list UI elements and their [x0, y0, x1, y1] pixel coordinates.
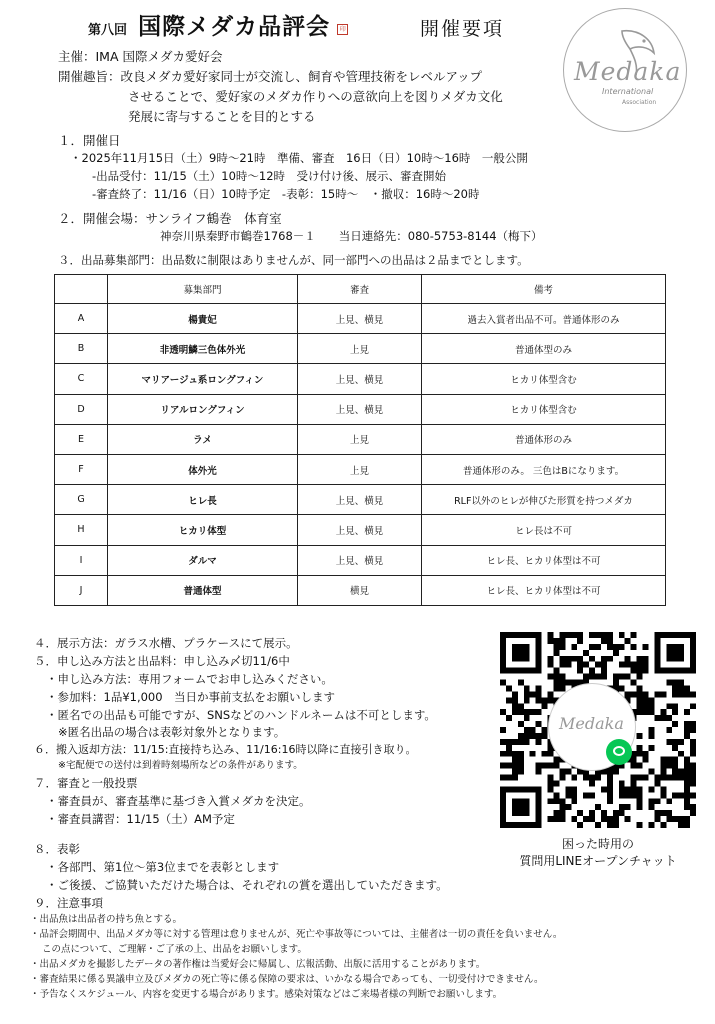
purpose-line-3: 発展に寄与することを目的とする: [128, 109, 316, 124]
table-row: [55, 424, 666, 454]
judging-method: 上見、横見: [298, 545, 422, 575]
section-1-heading: １．開催日: [58, 133, 121, 148]
table-row: [55, 485, 666, 515]
category-id: H: [55, 515, 108, 545]
notice-line: この点について、ご理解・ご了承の上、出品をお願いします。: [42, 944, 307, 955]
notice-line: ・品評会期間中、出品メダカ等に対する管理は怠りませんが、死亡や事故等については、主催者は一切の責任を負いません。: [30, 929, 563, 940]
qr-caption-2: 質問用LINEオープンチャット: [519, 854, 677, 868]
category-name: 普通体型: [108, 575, 298, 605]
table-header-row: [55, 275, 666, 304]
logo-text: Medaka: [574, 57, 682, 86]
section-5-line: ・匿名での出品も可能ですが、SNSなどのハンドルネームは不可とします。: [46, 708, 436, 722]
event-title: 国際メダカ品評会: [138, 13, 331, 40]
section-6-heading: ６．搬入返却方法：11/15:直接持ち込み、11/16:16時以降に直接引き取り。: [34, 743, 417, 756]
red-seal: 印: [337, 24, 348, 35]
section-1-line: ・2025年11月15日（土）9時～21時 準備、審査 16日（日）10時～16時 一般公開: [70, 151, 528, 165]
category-id: J: [55, 575, 108, 605]
category-note: ヒレ長は不可: [422, 515, 666, 545]
category-note: ヒレ長、ヒカリ体型は不可: [422, 575, 666, 605]
logo-subtext: International: [602, 87, 654, 96]
judging-method: 上見: [298, 334, 422, 364]
table-row: [55, 304, 666, 334]
category-note: ヒカリ体型含む: [422, 394, 666, 424]
table-header: 募集部門: [108, 275, 298, 304]
event-header: [88, 8, 348, 41]
category-note: 過去入賞者出品不可。普通体形のみ: [422, 304, 666, 334]
venue-address: 神奈川県秦野市鶴巻1768－１ 当日連絡先：080-5753-8144（梅下）: [160, 229, 543, 243]
section-8-line: ・ご後援、ご協賛いただけた場合は、それぞれの賞を選出していただきます。: [46, 878, 448, 892]
category-id: B: [55, 334, 108, 364]
category-name: ラメ: [108, 424, 298, 454]
category-name: リアルロングフィン: [108, 394, 298, 424]
purpose-line-1: 開催趣旨：改良メダカ愛好家同士が交流し、飼育や管理技術をレベルアップ: [58, 69, 483, 84]
edition-label: 第八回: [88, 23, 128, 38]
table-header: [55, 275, 108, 304]
table-row: [55, 515, 666, 545]
judging-method: 上見: [298, 424, 422, 454]
category-name: ダルマ: [108, 545, 298, 575]
table-row: [55, 334, 666, 364]
table-header: 備考: [422, 275, 666, 304]
section-7-heading: ７．審査と一般投票: [34, 776, 138, 790]
section-5-note: ※匿名出品の場合は表彰対象外となります。: [58, 725, 286, 739]
judging-method: 上見、横見: [298, 394, 422, 424]
section-8-heading: ８．表彰: [34, 842, 80, 856]
doc-title: 開催要項: [420, 18, 505, 40]
judging-method: 上見、横見: [298, 515, 422, 545]
category-id: F: [55, 454, 108, 484]
section-5-heading: ５．申し込み方法と出品料：申し込み〆切11/6中: [34, 654, 290, 668]
section-9-heading: ９．注意事項: [34, 896, 103, 910]
qr-caption-1: 困った時用の: [561, 837, 634, 851]
section-2-heading: ２．開催会場：サンライフ鶴巻 体育室: [58, 211, 282, 226]
section-1-line: -出品受付：11/15（土）10時～12時 受け付け後、展示、審査開始: [92, 169, 447, 183]
judging-method: 横見: [298, 575, 422, 605]
category-id: I: [55, 545, 108, 575]
qr-logo-text: Medaka: [559, 714, 624, 733]
judging-method: 上見、横見: [298, 364, 422, 394]
category-name: 体外光: [108, 454, 298, 484]
notice-line: ・出品メダカを撮影したデータの著作権は当愛好会に帰属し、広報活動、出版に活用することがあります。: [30, 959, 486, 970]
section-7-line: ・審査員が、審査基準に基づき入賞メダカを決定。: [46, 794, 311, 808]
category-name: マリアージュ系ロングフィン: [108, 364, 298, 394]
category-note: 普通体形のみ。 三色はBになります。: [422, 454, 666, 484]
table-row: [55, 575, 666, 605]
purpose-line-2: させることで、愛好家のメダカ作りへの意欲向上を図りメダカ文化: [128, 89, 503, 104]
notice-line: ・審査結果に係る異議申立及びメダカの死亡等に係る保障の要求は、いかなる場合であっても、一切受付けできません。: [30, 974, 544, 985]
category-note: 普通体型のみ: [422, 334, 666, 364]
judging-method: 上見、横見: [298, 485, 422, 515]
judging-method: 上見: [298, 454, 422, 484]
category-id: G: [55, 485, 108, 515]
table-header: 審査: [298, 275, 422, 304]
category-table: [54, 274, 666, 606]
category-id: E: [55, 424, 108, 454]
category-note: ヒカリ体型含む: [422, 364, 666, 394]
section-4-heading: ４．展示方法：ガラス水槽、プラケースにて展示。: [34, 636, 298, 650]
organizer: 主催：IMA 国際メダカ愛好会: [58, 49, 223, 64]
category-id: A: [55, 304, 108, 334]
table-row: [55, 545, 666, 575]
table-row: [55, 394, 666, 424]
section-7-line: ・審査員講習：11/15（土）AM予定: [46, 812, 235, 826]
category-id: D: [55, 394, 108, 424]
line-icon: [606, 739, 632, 765]
category-name: ヒレ長: [108, 485, 298, 515]
table-row: [55, 454, 666, 484]
section-3-heading: ３．出品募集部門：出品数に制限はありませんが、同一部門への出品は２品までとします。: [58, 253, 529, 267]
logo-subtext-2: Association: [622, 99, 657, 106]
category-name: 非透明鱗三色体外光: [108, 334, 298, 364]
notice-line: ・予告なくスケジュール、内容を変更する場合があります。感染対策などはご来場者様の判断でお願いします。: [30, 989, 503, 1000]
category-note: ヒレ長、ヒカリ体型は不可: [422, 545, 666, 575]
judging-method: 上見、横見: [298, 304, 422, 334]
section-5-line: ・参加料：1品¥1,000 当日か事前支払をお願いします: [46, 690, 336, 704]
category-note: 普通体形のみ: [422, 424, 666, 454]
section-6-note: ※宅配便での送付は到着時刻場所などの条件があります。: [58, 760, 303, 771]
section-5-line: ・申し込み方法：専用フォームでお申し込みください。: [46, 672, 333, 686]
category-id: C: [55, 364, 108, 394]
category-note: RLF以外のヒレが伸びた形質を持つメダカ: [422, 485, 666, 515]
section-8-line: ・各部門、第1位～第3位までを表彰とします: [46, 860, 280, 874]
table-row: [55, 364, 666, 394]
category-name: ヒカリ体型: [108, 515, 298, 545]
category-name: 楊貴妃: [108, 304, 298, 334]
notice-line: ・出品魚は出品者の持ち魚とする。: [30, 914, 183, 925]
medaka-logo: [563, 8, 687, 132]
section-1-line: -審査終了：11/16（日）10時予定 -表彰：15時～ ・撤収：16時～20時: [92, 187, 480, 201]
